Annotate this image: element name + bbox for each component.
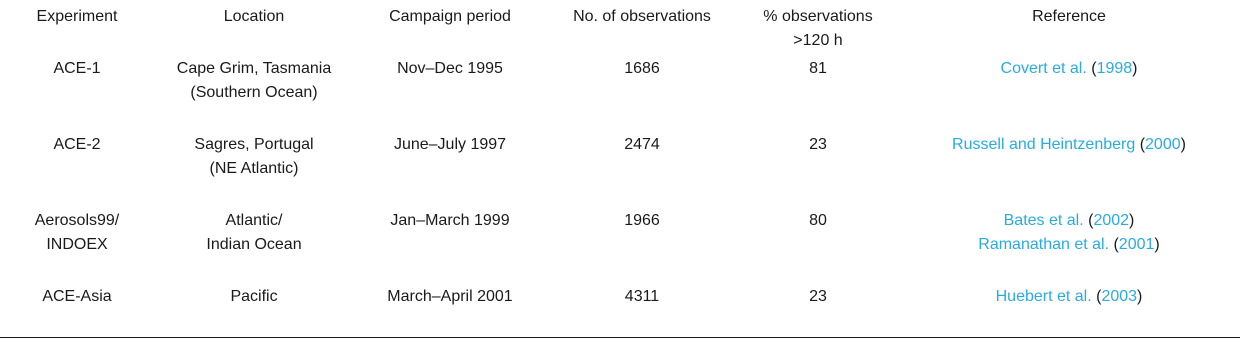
cell-percent [738,285,898,335]
table-row [0,133,1240,209]
experiment-line: INDOEX [46,236,108,253]
header-experiment-text: Experiment [36,8,118,25]
header-experiment [0,0,154,57]
location-line: (NE Atlantic) [209,160,299,177]
experiment-line: Aerosols99/ [34,212,120,229]
cell-experiment [0,133,154,209]
table-bottom-rule [0,337,1240,338]
header-campaign-period-text: Campaign period [389,8,511,25]
percent-value: 80 [809,212,827,229]
header-reference [898,0,1240,57]
cell-location [154,57,354,133]
cell-reference [898,57,1240,133]
header-location [154,0,354,57]
location-line: Pacific [230,288,278,305]
reference-author-link[interactable]: Covert et al. [1000,60,1087,77]
reference-citation: Covert et al. (1998) [1000,60,1138,77]
reference-year-link[interactable]: 2000 [1145,136,1181,153]
period-text: March–April 2001 [387,288,513,305]
reference-citation: Ramanathan et al. (2001) [978,236,1160,253]
cell-observations [546,57,738,133]
cell-reference [898,209,1240,285]
reference-author-link[interactable]: Russell and Heintzenberg [952,136,1136,153]
cell-period [354,133,546,209]
table-row [0,209,1240,285]
reference-citation: Bates et al. (2002) [1003,212,1135,229]
location-line: Cape Grim, Tasmania [176,60,332,77]
reference-year-link[interactable]: 2003 [1101,288,1138,305]
cell-experiment [0,285,154,335]
reference-citation: Huebert et al. (2003) [995,288,1143,305]
experiment-line: ACE-Asia [42,288,112,305]
reference-author-link[interactable]: Huebert et al. [995,288,1092,305]
location-line: Atlantic/ [225,212,283,229]
cell-experiment [0,57,154,133]
table-row [0,57,1240,133]
table-row [0,285,1240,335]
period-text: Jan–March 1999 [390,212,510,229]
reference-author-link[interactable]: Bates et al. [1003,212,1084,229]
header-percent-observations [738,0,898,57]
cell-location [154,133,354,209]
observations-value: 1966 [624,212,660,229]
cell-percent [738,209,898,285]
percent-value: 81 [809,60,827,77]
period-text: Nov–Dec 1995 [397,60,503,77]
header-observations-text: No. of observations [573,8,711,25]
cell-period [354,57,546,133]
header-observations [546,0,738,57]
header-location-text: Location [223,8,285,25]
location-line: Sagres, Portugal [194,136,314,153]
observations-value: 4311 [624,288,660,305]
header-percent-line-2: >120 h [793,32,843,49]
cell-observations [546,285,738,335]
cell-reference [898,133,1240,209]
period-text: June–July 1997 [393,136,507,153]
cell-period [354,209,546,285]
header-reference-text: Reference [1032,8,1106,25]
reference-year-link[interactable]: 2001 [1118,236,1155,253]
cell-location [154,209,354,285]
header-row [0,0,1240,57]
cell-period [354,285,546,335]
cell-observations [546,133,738,209]
cell-percent [738,133,898,209]
cell-observations [546,209,738,285]
location-line: Indian Ocean [206,236,302,253]
percent-value: 23 [809,136,827,153]
header-campaign-period [354,0,546,57]
reference-year-link[interactable]: 2002 [1093,212,1130,229]
cell-location [154,285,354,335]
reference-year-link[interactable]: 1998 [1096,60,1133,77]
percent-value: 23 [809,288,827,305]
header-percent-line-1: % observations [763,8,873,25]
experiment-line: ACE-1 [53,60,101,77]
observations-value: 2474 [624,136,660,153]
observations-value: 1686 [624,60,660,77]
reference-author-link[interactable]: Ramanathan et al. [978,236,1110,253]
location-line: (Southern Ocean) [190,84,318,101]
cell-percent [738,57,898,133]
experiment-line: ACE-2 [53,136,101,153]
cell-experiment [0,209,154,285]
cell-reference [898,285,1240,335]
reference-citation: Russell and Heintzenberg (2000) [952,136,1186,153]
